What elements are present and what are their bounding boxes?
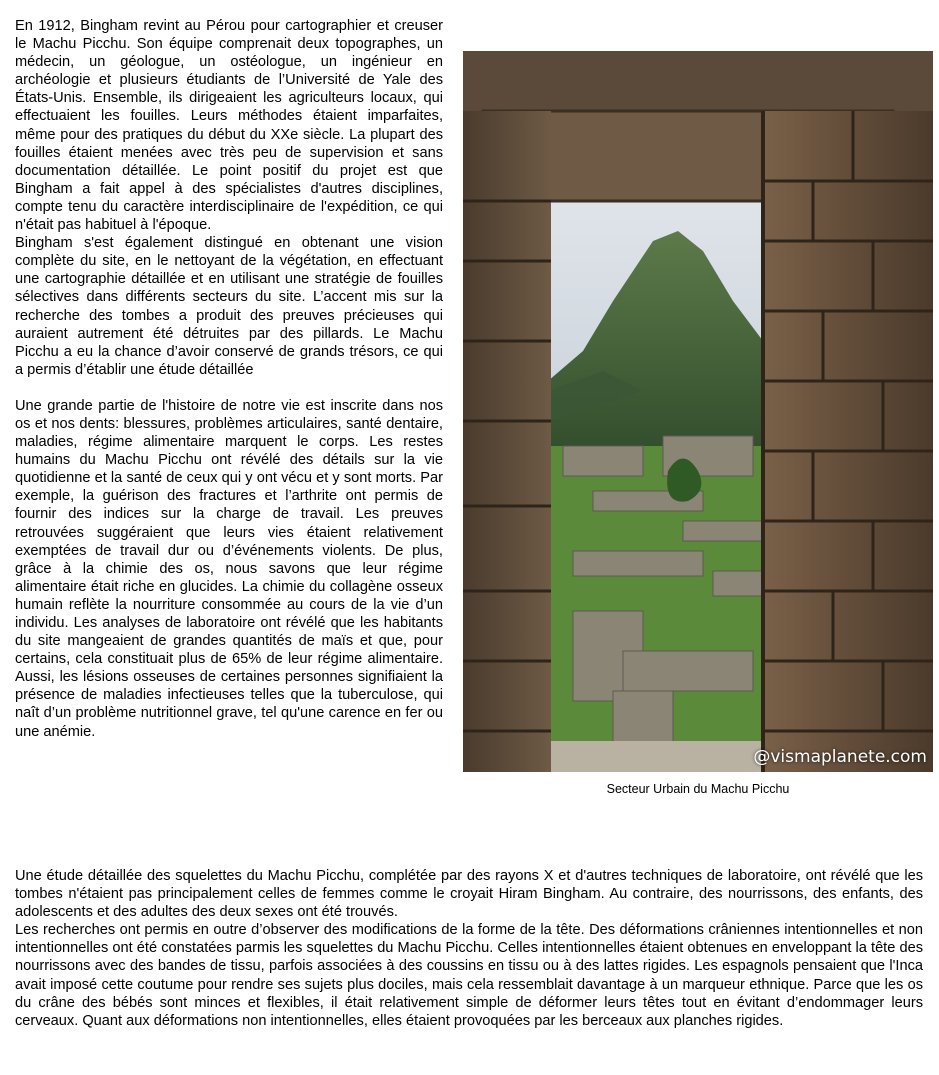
photo-watermark: @vismaplanete.com bbox=[753, 747, 927, 767]
paragraph-bones-history: Une grande partie de l'histoire de notre vie est inscrite dans nos os et nos dents: blessures, problèmes articulaires, santé dentaire, maladies, régime alimentaire marquent le corps. Les restes humains du Machu Picchu ont révélé des détails sur la vie quotidienne et la santé de ceux qui y ont vécu et y sont morts. Par exemple, la guérison des fractures et l’arthrite ont permis de fournir des indices sur la charge de travail. Les preuves retrouvées suggéraient que leurs vies étaient relativement exemptées de travail dur ou d’événements violents. De plus, grâce à la chimie des os, nous savons que leur régime alimentaire était riche en glucides. La chimie du collagène osseux humain reflète la nourriture consommée au cours de la vie d’un individu. Les analyses de laboratoire ont révélé que les habitants du site mangeaient de grandes quantités de maïs et que, pour certains, cela constituait plus de 65% de leur régime alimentaire. Aussi, les lésions osseuses de certaines personnes signifiaient la présence de maladies infectieuses telles que la tuberculose, qui naît d’un problème nutritionnel grave, tel qu'une carence en fer ou une anémie. bbox=[15, 397, 443, 740]
photo-illustration bbox=[463, 51, 933, 772]
paragraph-cranial-deformations: Les recherches ont permis en outre d’observer des modifications de la forme de la tête. Des déformations crâniennes intentionnelles et non intentionnelles ont été constatées parmis les squelettes du Machu Picchu. Celles intentionnelles étaient obtenues en enveloppant la tête des nourrissons avec des bandes de tissu, parfois associées à des coussins en tissu ou à des lattes rigides. Les espagnols pensaient que l'Inca avait imposé cette coutume pour rendre ses sujets plus dociles, mais cela ressemblait davantage à un marqueur ethnique. Parce que les os du crâne des bébés sont minces et flexibles, il était relativement simple de déformer leurs têtes tout en évitant d’endommager leurs cerveaux. Quant aux déformations non intentionnelles, elles étaient provoquées par les berceaux aux planches rigides. bbox=[15, 922, 923, 1029]
left-text-column bbox=[15, 17, 443, 741]
photo-caption: Secteur Urbain du Machu Picchu bbox=[606, 782, 790, 796]
paragraph-bingham-methods: Bingham s'est également distingué en obtenant une vision complète du site, en le nettoyant de la végétation, en effectuant une cartographie détaillée et en utilisant une stratégie de fouilles sélectives dans différents secteurs du site. L’accent mis sur la recherche des tombes a produit des preuves précieuses qui auraient autrement été détruites par des pillards. Le Machu Picchu a eu la chance d’avoir conservé de grands trésors, ce qui a permis d’établir une étude détaillée bbox=[15, 235, 443, 378]
paragraph-skeleton-study: Une étude détaillée des squelettes du Machu Picchu, complétée par des rayons X et d'autres techniques de laboratoire, ont révélé que les tombes n'étaient pas principalement celles de femmes comme le croyait Hiram Bingham. Au contraire, des nourrissons, des enfants, des adolescents et des adultes des deux sexes ont été trouvés. bbox=[15, 868, 923, 921]
bottom-text-block bbox=[15, 867, 923, 1030]
paragraph-expedition-1912: En 1912, Bingham revint au Pérou pour cartographier et creuser le Machu Picchu. Son équipe comprenait deux topographes, un médecin, un géologue, un ostéologue, un ingénieur en archéologie et plusieurs étudiants de l’Université de Yale des États-Unis. Ensemble, ils dirigeaient les agriculteurs locaux, qui effectuaient les fouilles. Leurs méthodes étaient imparfaites, même pour des pratiques du début du XXe siècle. La plupart des fouilles étaient menées avec très peu de supervision et sans documentation détaillée. Le point positif du projet est que Bingham a fait appel à des spécialistes d'autres disciplines, compte tenu du caractère interdisciplinaire de l'expédition, ce qui n'était pas habituel à l'époque. bbox=[15, 18, 443, 234]
machu-picchu-photo bbox=[463, 51, 933, 772]
